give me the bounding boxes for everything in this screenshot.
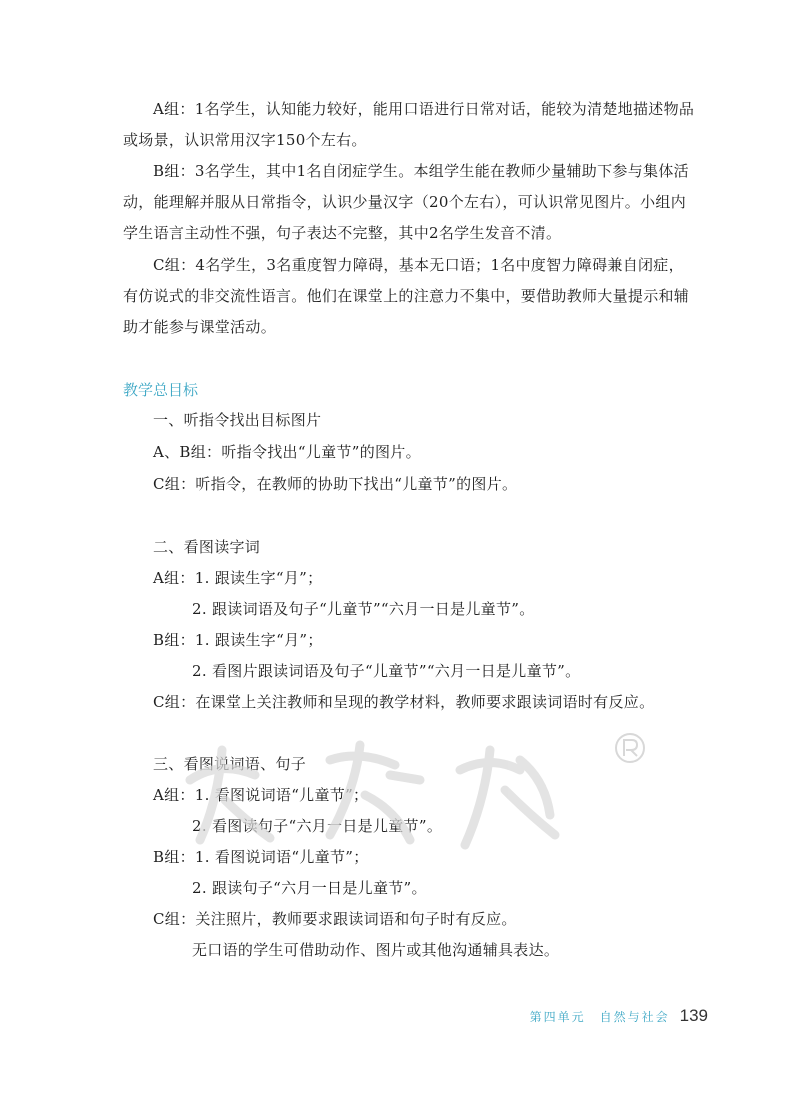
page-number: 139 bbox=[679, 1006, 708, 1025]
section1-line: A、B组：听指令找出“儿童节”的图片。 bbox=[153, 443, 421, 461]
section3-line: 无口语的学生可借助动作、图片或其他沟通辅具表达。 bbox=[192, 941, 560, 959]
section2-line: A组：1. 跟读生字“月”； bbox=[153, 569, 323, 587]
section3-line: C组：关注照片，教师要求跟读词语和句子时有反应。 bbox=[153, 910, 517, 928]
goals-heading: 教学总目标 bbox=[123, 381, 199, 399]
section3-line: 2. 跟读句子“六月一日是儿童节”。 bbox=[192, 879, 427, 897]
section3-line: A组：1. 看图说词语“儿童节”； bbox=[153, 786, 369, 804]
section1-title: 一、听指令找出目标图片 bbox=[153, 411, 322, 429]
group-b-description: B组：3名学生，其中1名自闭症学生。本组学生能在教师少量辅助下参与集体活动，能理解并服从日常指令，认识少量汉字（20个左右），可认识常见图片。小组内学生语言主动性不强，句子表达不完整，其中2名学生发音不清。 bbox=[123, 162, 689, 242]
section3-line: 2. 看图读句子“六月一日是儿童节”。 bbox=[192, 817, 443, 835]
group-a-description: A组：1名学生，认知能力较好，能用口语进行日常对话，能较为清楚地描述物品或场景，认识常用汉字150个左右。 bbox=[123, 100, 695, 149]
section2-line: 2. 跟读词语及句子“儿童节”“六月一日是儿童节”。 bbox=[192, 600, 535, 618]
section1-line: C组：听指令，在教师的协助下找出“儿童节”的图片。 bbox=[153, 475, 518, 493]
section2-title: 二、看图读字词 bbox=[153, 538, 261, 556]
section2-line: C组：在课堂上关注教师和呈现的教学材料，教师要求跟读词语时有反应。 bbox=[153, 693, 655, 711]
section3-line: B组：1. 看图说词语“儿童节”； bbox=[153, 848, 369, 866]
section2-line: 2. 看图片跟读词语及句子“儿童节”“六月一日是儿童节”。 bbox=[192, 662, 581, 680]
unit-label: 第四单元 自然与社会 bbox=[529, 1010, 670, 1024]
section2-line: B组：1. 跟读生字“月”； bbox=[153, 631, 323, 649]
group-c-description: C组：4名学生，3名重度智力障碍，基本无口语；1名中度智力障碍兼自闭症，有仿说式的非交流性语言。他们在课堂上的注意力不集中，要借助教师大量提示和辅助才能参与课堂活动。 bbox=[123, 256, 690, 336]
section3-title: 三、看图说词语、句子 bbox=[153, 755, 307, 773]
page-footer bbox=[530, 1006, 708, 1026]
